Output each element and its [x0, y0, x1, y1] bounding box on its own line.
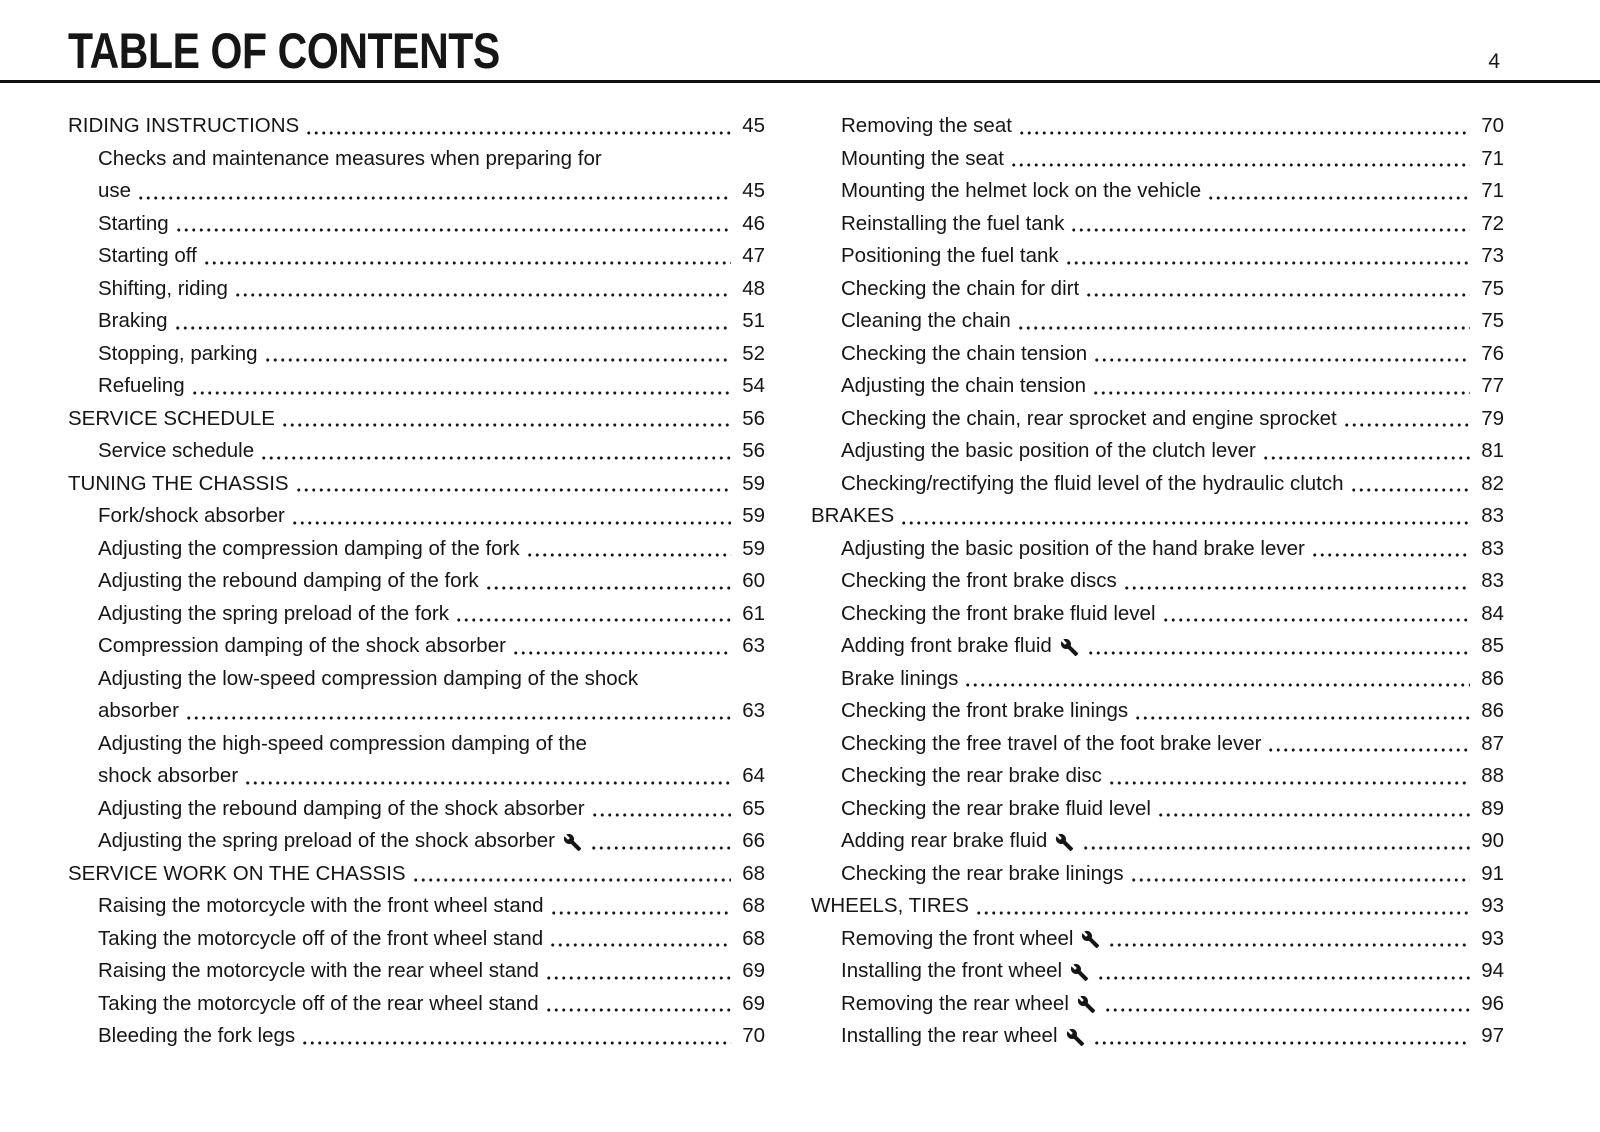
toc-entry[interactable] [68, 728, 765, 793]
toc-entry-label: Checking the chain, rear sprocket and engine sprocket [841, 406, 1337, 430]
toc-page-number: 96 [1481, 991, 1504, 1015]
toc-entry-label: Positioning the fuel tank [841, 244, 1059, 267]
toc-page-number: 52 [742, 341, 765, 365]
wrench-icon [1066, 1028, 1085, 1047]
toc-entry[interactable] [68, 565, 765, 598]
leader-dots [1162, 618, 1470, 622]
toc-entry-label: Raising the motorcycle with the front wheel stand [98, 894, 544, 917]
toc-entry-text [98, 435, 254, 468]
toc-entry-label: Adjusting the rebound damping of the shock absorber [98, 796, 585, 820]
toc-entry-text [841, 695, 1128, 728]
toc-entry[interactable] [811, 175, 1504, 208]
wrench-icon [1060, 638, 1079, 657]
leader-dots [1082, 846, 1470, 850]
toc-entry[interactable] [811, 728, 1504, 761]
toc-entry-label: Shifting, riding [98, 276, 228, 300]
toc-entry-text [841, 338, 1087, 371]
toc-entry-text [98, 338, 258, 371]
toc-page-number: 90 [1481, 829, 1504, 852]
leader-dots [1093, 358, 1470, 362]
toc-entry-label: Checking the front brake fluid level [841, 601, 1156, 625]
toc-entry-text [98, 890, 544, 923]
toc-page-number: 68 [742, 926, 765, 950]
page-header [0, 0, 1600, 83]
toc-entry-text [841, 598, 1156, 631]
toc-entry[interactable] [811, 338, 1504, 371]
table-of-contents [0, 83, 1600, 1053]
toc-entry[interactable] [811, 923, 1504, 956]
toc-page-number: 89 [1481, 796, 1504, 820]
leader-dots [1262, 456, 1470, 460]
toc-entry-text-line1: Adjusting the low-speed compression damping of the shock [98, 666, 639, 690]
leader-dots [260, 456, 731, 460]
toc-entry-text [98, 695, 179, 728]
leader-dots [1123, 586, 1470, 590]
toc-entry-label: Removing the front wheel [841, 926, 1074, 950]
toc-page-number: 69 [742, 959, 765, 982]
toc-entry-text [841, 143, 1004, 176]
toc-entry-label: Taking the motorcycle off of the front wheel stand [98, 926, 544, 950]
leader-dots [590, 846, 731, 850]
toc-entry-label: SERVICE SCHEDULE [68, 406, 275, 430]
toc-page-number: 83 [1481, 569, 1504, 592]
toc-entry-label: Checking the rear brake fluid level [841, 796, 1151, 820]
toc-entry[interactable] [811, 208, 1504, 241]
toc-entry-label: Adjusting the spring preload of the fork [98, 601, 449, 625]
toc-entry-label: Brake linings [841, 666, 959, 690]
toc-entry-text [841, 760, 1102, 793]
toc-entry[interactable] [811, 565, 1504, 598]
toc-entry-label: Adjusting the chain tension [841, 374, 1087, 397]
toc-entry-text [98, 500, 285, 533]
leader-dots [137, 196, 731, 200]
toc-entry-label: Adding front brake fluid [841, 634, 1052, 657]
toc-entry[interactable] [68, 143, 765, 208]
toc-page-number: 46 [742, 211, 765, 235]
toc-entry-text [98, 630, 506, 663]
toc-entry-label: Checking the rear brake disc [841, 764, 1102, 787]
toc-entry[interactable] [811, 663, 1504, 696]
toc-page-number: 56 [742, 406, 765, 430]
toc-entry-label: BRAKES [811, 504, 895, 527]
toc-entry[interactable] [811, 370, 1504, 403]
toc-entry[interactable] [68, 208, 765, 241]
toc-entry[interactable] [811, 403, 1504, 436]
toc-page-number: 68 [742, 861, 765, 885]
toc-entry-text [98, 240, 197, 273]
leader-dots [174, 326, 731, 330]
toc-page-number: 47 [742, 244, 765, 267]
leader-dots [1108, 781, 1470, 785]
leader-dots [305, 131, 731, 135]
toc-entry-label: Adjusting the basic position of the hand brake lever [841, 536, 1305, 560]
toc-entry-text [841, 923, 1102, 956]
toc-entry-text [841, 988, 1098, 1021]
leader-dots [234, 293, 731, 297]
toc-section-entry[interactable] [811, 500, 1504, 533]
toc-entry-label: Reinstalling the fuel tank [841, 211, 1065, 235]
toc-section-entry[interactable] [811, 890, 1504, 923]
toc-page-number: 45 [742, 179, 765, 202]
toc-entry[interactable] [68, 890, 765, 923]
toc-page-number: 45 [742, 114, 765, 137]
toc-page-number: 75 [1481, 276, 1504, 300]
toc-entry-label: use [98, 179, 132, 202]
toc-entry[interactable] [811, 630, 1504, 663]
toc-entry-text-line1: Checks and maintenance measures when preparing for [98, 146, 602, 170]
toc-page-number: 70 [742, 1024, 765, 1047]
toc-entry-text [811, 500, 894, 533]
toc-entry-text [841, 728, 1261, 761]
leader-dots [1104, 1008, 1470, 1012]
wrench-icon [1081, 930, 1100, 949]
leader-dots [1207, 196, 1470, 200]
toc-page-number: 93 [1481, 926, 1504, 950]
toc-column-left [68, 110, 765, 1053]
toc-page-number: 83 [1481, 504, 1504, 527]
toc-page-number: 83 [1481, 536, 1504, 560]
toc-entry[interactable] [811, 305, 1504, 338]
toc-entry-text-line1: Adjusting the high-speed compression damping of the [98, 731, 587, 755]
toc-entry[interactable] [68, 923, 765, 956]
toc-entry-text [841, 208, 1064, 241]
toc-entry-text [841, 825, 1076, 858]
leader-dots [1130, 878, 1470, 882]
leader-dots [191, 391, 731, 395]
leader-dots [264, 358, 731, 362]
leader-dots [1017, 326, 1470, 330]
toc-entry-label: Taking the motorcycle off of the rear wheel stand [98, 991, 539, 1015]
toc-entry-text [98, 598, 449, 631]
toc-page-number: 72 [1481, 211, 1504, 235]
toc-entry-text [841, 305, 1011, 338]
toc-entry-text [841, 858, 1124, 891]
toc-entry-text [841, 273, 1079, 306]
toc-entry-text [841, 403, 1337, 436]
toc-entry-text [841, 630, 1081, 663]
toc-entry-label: Starting [98, 211, 169, 235]
toc-page-number: 75 [1481, 309, 1504, 332]
toc-page-number: 56 [742, 439, 765, 462]
toc-entry-label: Removing the rear wheel [841, 991, 1069, 1015]
toc-page-number: 64 [742, 764, 765, 787]
toc-entry-label: Checking the front brake discs [841, 569, 1117, 592]
toc-entry-label: Cleaning the chain [841, 309, 1011, 332]
toc-entry-label: Bleeding the fork legs [98, 1024, 296, 1047]
toc-entry[interactable] [811, 825, 1504, 858]
page-number: 4 [1488, 50, 1500, 73]
toc-entry-text [841, 565, 1117, 598]
toc-entry-text [98, 370, 185, 403]
toc-entry-label: absorber [98, 699, 179, 722]
toc-entry-label: Checking/rectifying the fluid level of the hydraulic clutch [841, 471, 1344, 495]
toc-page-number: 91 [1481, 861, 1504, 885]
toc-page-number: 97 [1481, 1024, 1504, 1047]
toc-entry-label: Mounting the helmet lock on the vehicle [841, 179, 1202, 202]
toc-entry[interactable] [68, 533, 765, 566]
toc-entry[interactable] [68, 598, 765, 631]
toc-page-number: 86 [1481, 666, 1504, 690]
toc-page-number: 60 [742, 569, 765, 592]
toc-entry[interactable] [68, 988, 765, 1021]
leader-dots [591, 813, 731, 817]
toc-page-number: 59 [742, 471, 765, 495]
toc-page-number: 63 [742, 634, 765, 657]
toc-entry[interactable] [811, 988, 1504, 1021]
toc-entry[interactable] [811, 533, 1504, 566]
toc-section-entry[interactable] [68, 858, 765, 891]
toc-entry[interactable] [68, 630, 765, 663]
leader-dots [1134, 716, 1470, 720]
toc-entry-label: Stopping, parking [98, 341, 258, 365]
page-title: TABLE OF CONTENTS [68, 23, 500, 79]
toc-entry-label: WHEELS, TIRES [811, 894, 969, 917]
leader-dots [1108, 943, 1470, 947]
toc-entry[interactable] [811, 760, 1504, 793]
leader-dots [1092, 391, 1470, 395]
toc-entry-text [98, 273, 228, 306]
leader-dots [549, 943, 731, 947]
toc-entry-text [98, 305, 168, 338]
toc-entry-label: TUNING THE CHASSIS [68, 471, 289, 495]
toc-entry-text [98, 533, 520, 566]
leader-dots [291, 521, 731, 525]
toc-entry[interactable] [68, 435, 765, 468]
toc-entry-text [68, 468, 289, 501]
toc-page-number: 59 [742, 504, 765, 527]
wrench-icon [1055, 833, 1074, 852]
leader-dots [1311, 553, 1470, 557]
leader-dots [1343, 423, 1470, 427]
leader-dots [485, 586, 731, 590]
toc-entry-text [98, 760, 238, 793]
toc-section-entry[interactable] [68, 110, 765, 143]
toc-entry-text [841, 533, 1305, 566]
leader-dots [512, 651, 731, 655]
toc-entry[interactable] [68, 240, 765, 273]
toc-entry-text [98, 825, 584, 858]
leader-dots [185, 716, 731, 720]
toc-entry[interactable] [811, 858, 1504, 891]
toc-entry[interactable] [811, 435, 1504, 468]
toc-page-number: 81 [1481, 439, 1504, 462]
toc-page-number: 59 [742, 536, 765, 560]
leader-dots [1097, 976, 1470, 980]
toc-entry-text [68, 110, 299, 143]
toc-entry-text [841, 468, 1344, 501]
toc-entry[interactable] [68, 825, 765, 858]
toc-entry[interactable] [68, 500, 765, 533]
leader-dots [412, 878, 731, 882]
toc-page-number: 68 [742, 894, 765, 917]
toc-page-number: 63 [742, 699, 765, 722]
toc-entry-label: Raising the motorcycle with the rear wheel stand [98, 959, 539, 982]
toc-entry[interactable] [811, 695, 1504, 728]
toc-entry-text [841, 793, 1151, 826]
toc-page-number: 85 [1481, 634, 1504, 657]
toc-page-number: 77 [1481, 374, 1504, 397]
wrench-icon [563, 833, 582, 852]
toc-entry-text [98, 988, 539, 1021]
toc-page-number: 69 [742, 991, 765, 1015]
leader-dots [1267, 748, 1470, 752]
wrench-icon [1070, 963, 1089, 982]
leader-dots [1157, 813, 1470, 817]
toc-section-entry[interactable] [68, 403, 765, 436]
leader-dots [203, 261, 731, 265]
leader-dots [244, 781, 731, 785]
toc-entry-label: Fork/shock absorber [98, 504, 285, 527]
toc-entry-label: Adjusting the compression damping of the fork [98, 536, 520, 560]
toc-page-number: 70 [1481, 114, 1504, 137]
toc-entry-label: Compression damping of the shock absorber [98, 634, 506, 657]
toc-entry-text [68, 858, 406, 891]
leader-dots [1018, 131, 1470, 135]
toc-entry[interactable] [68, 663, 765, 728]
leader-dots [1010, 163, 1470, 167]
toc-page-number: 71 [1481, 179, 1504, 202]
leader-dots [1093, 1041, 1470, 1045]
toc-entry[interactable] [68, 273, 765, 306]
toc-page-number: 51 [742, 309, 765, 332]
toc-entry-text [841, 1020, 1087, 1053]
leader-dots [526, 553, 731, 557]
toc-page-number: 88 [1481, 764, 1504, 787]
toc-page-number: 71 [1481, 146, 1504, 170]
toc-entry-label: Checking the chain tension [841, 341, 1088, 365]
toc-entry-text [98, 208, 169, 241]
toc-entry-label: Adjusting the rebound damping of the fork [98, 569, 479, 592]
leader-dots [1350, 488, 1470, 492]
toc-entry[interactable] [811, 598, 1504, 631]
toc-page-number: 82 [1481, 471, 1504, 495]
toc-entry-label: Adding rear brake fluid [841, 829, 1048, 852]
leader-dots [975, 911, 1470, 915]
toc-entry-text [98, 175, 131, 208]
toc-entry-text [841, 663, 958, 696]
leader-dots [281, 423, 731, 427]
toc-page-number: 61 [742, 601, 765, 625]
toc-entry-label: Checking the chain for dirt [841, 276, 1080, 300]
toc-entry-label: Installing the front wheel [841, 959, 1063, 982]
toc-entry[interactable] [811, 468, 1504, 501]
toc-page-number: 54 [742, 374, 765, 397]
toc-entry-text [841, 955, 1091, 988]
leader-dots [1087, 651, 1470, 655]
toc-entry-label: Braking [98, 309, 168, 332]
toc-entry-text [98, 565, 479, 598]
toc-entry-label: Checking the free travel of the foot brake lever [841, 731, 1262, 755]
leader-dots [175, 228, 731, 232]
leader-dots [964, 683, 1470, 687]
toc-page-number: 94 [1481, 959, 1504, 982]
toc-entry-label: Service schedule [98, 439, 255, 462]
toc-entry-text [68, 403, 275, 436]
toc-entry-text [98, 1020, 295, 1053]
toc-entry[interactable] [811, 110, 1504, 143]
toc-entry-label: Starting off [98, 244, 197, 267]
toc-entry[interactable] [811, 273, 1504, 306]
leader-dots [455, 618, 731, 622]
toc-page-number: 93 [1481, 894, 1504, 917]
toc-entry[interactable] [68, 793, 765, 826]
toc-entry-text [841, 370, 1086, 403]
toc-page-number: 84 [1481, 601, 1504, 625]
leader-dots [1070, 228, 1470, 232]
toc-entry[interactable] [811, 793, 1504, 826]
toc-entry[interactable] [68, 1020, 765, 1053]
toc-column-right [811, 110, 1504, 1053]
leader-dots [1065, 261, 1470, 265]
toc-entry-text [98, 955, 539, 988]
toc-entry-label: RIDING INSTRUCTIONS [68, 114, 300, 137]
toc-page-number: 48 [742, 276, 765, 300]
toc-entry[interactable] [68, 338, 765, 371]
toc-entry[interactable] [811, 955, 1504, 988]
toc-entry[interactable] [811, 240, 1504, 273]
toc-entry-label: SERVICE WORK ON THE CHASSIS [68, 861, 406, 885]
toc-entry-label: Refueling [98, 374, 185, 397]
wrench-icon [1077, 995, 1096, 1014]
toc-page-number: 79 [1481, 406, 1504, 430]
toc-entry-text [841, 175, 1201, 208]
leader-dots [295, 488, 731, 492]
toc-entry-label: Installing the rear wheel [841, 1024, 1058, 1047]
toc-entry-label: Adjusting the basic position of the clutch lever [841, 439, 1256, 462]
toc-entry-text [98, 793, 585, 826]
toc-entry-label: shock absorber [98, 764, 239, 787]
toc-entry-text [841, 110, 1012, 143]
leader-dots [545, 1008, 731, 1012]
toc-entry-text [841, 240, 1059, 273]
toc-page-number: 87 [1481, 731, 1504, 755]
toc-entry[interactable] [68, 305, 765, 338]
toc-entry-text [841, 435, 1256, 468]
toc-entry-label: Checking the front brake linings [841, 699, 1129, 722]
toc-entry-label: Checking the rear brake linings [841, 861, 1124, 885]
leader-dots [900, 521, 1470, 525]
toc-page-number: 66 [742, 829, 765, 852]
leader-dots [550, 911, 731, 915]
leader-dots [1085, 293, 1470, 297]
toc-page-number: 76 [1481, 341, 1504, 365]
toc-entry-label: Adjusting the spring preload of the shock absorber [98, 829, 555, 852]
toc-section-entry[interactable] [68, 468, 765, 501]
toc-page-number: 73 [1481, 244, 1504, 267]
leader-dots [301, 1041, 731, 1045]
leader-dots [545, 976, 731, 980]
toc-page-number: 86 [1481, 699, 1504, 722]
toc-page-number: 65 [742, 796, 765, 820]
toc-entry[interactable] [68, 370, 765, 403]
toc-entry[interactable] [811, 143, 1504, 176]
toc-entry-label: Mounting the seat [841, 146, 1004, 170]
toc-entry[interactable] [68, 955, 765, 988]
toc-entry-text [98, 923, 543, 956]
toc-entry[interactable] [811, 1020, 1504, 1053]
toc-entry-label: Removing the seat [841, 114, 1012, 137]
toc-entry-text [811, 890, 969, 923]
